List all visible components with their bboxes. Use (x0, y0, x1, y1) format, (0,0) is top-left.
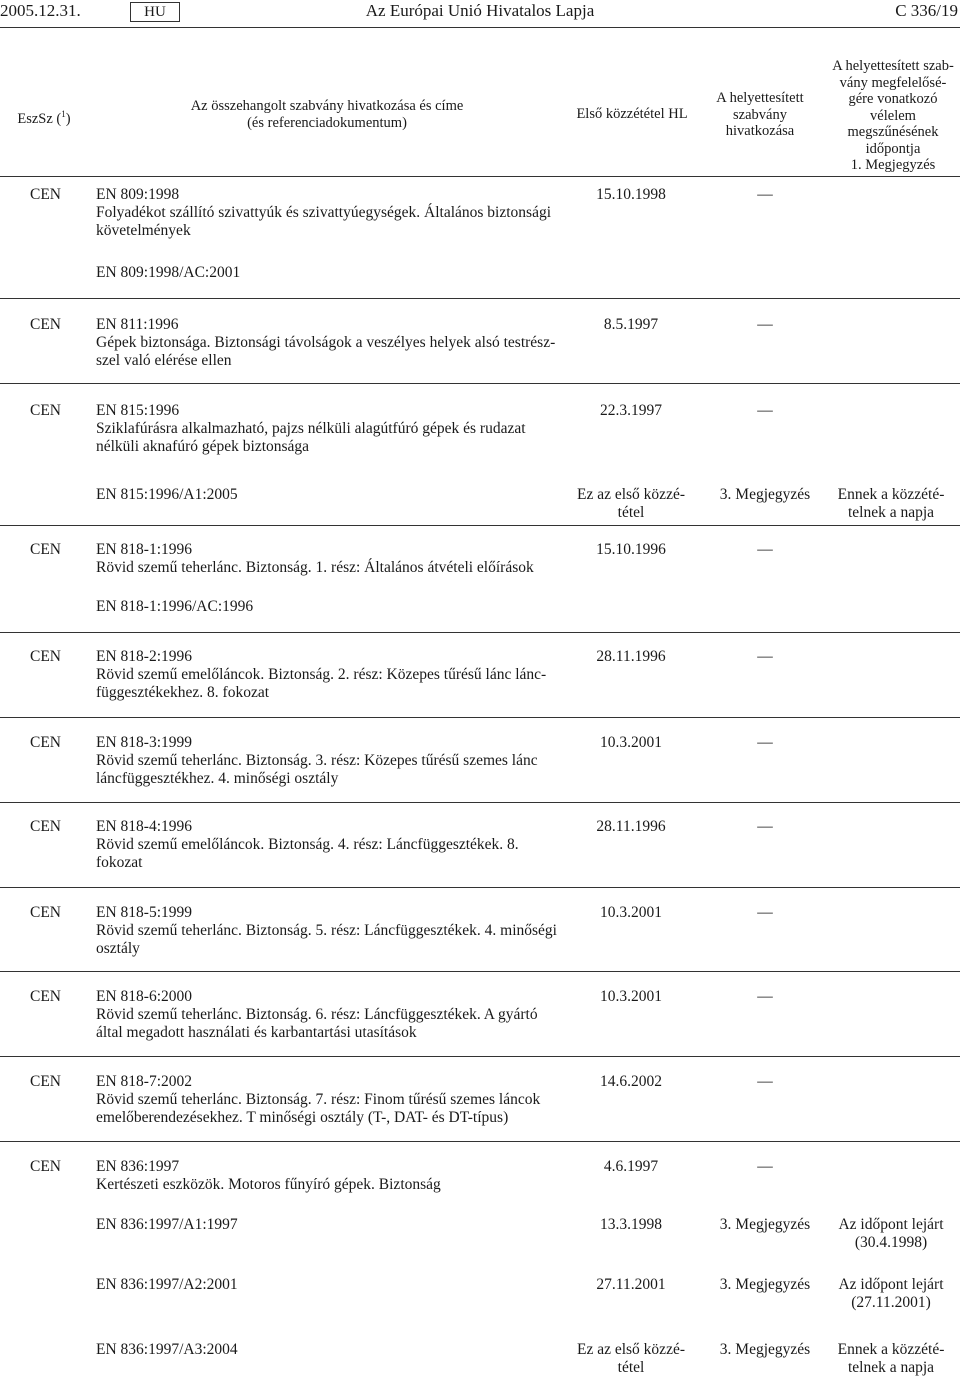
row-separator (0, 383, 960, 384)
standard-entry (96, 541, 558, 577)
standard-entry (96, 598, 558, 616)
standard-reference: EN 836:1997 (96, 1158, 180, 1175)
standard-title-line: osztály (96, 940, 140, 957)
header-rule (0, 27, 960, 28)
replaced-standard: — (757, 734, 773, 751)
standard-entry (96, 648, 558, 702)
standard-entry (96, 1158, 558, 1194)
standard-title-line: emelőberendezésekhez. T minőségi osztály (T-, DAT- és DT-típus) (96, 1109, 509, 1126)
standard-reference: EN 818-3:1999 (96, 734, 193, 751)
col-head-first-publication: Első közzététel HL (576, 106, 688, 122)
language-badge: HU (130, 2, 180, 22)
standard-title-line: láncfüggesztékhez. 4. minőségi osztály (96, 770, 339, 787)
standard-title-line: Rövid szemű teherlánc. Biztonság. 1. rész: Általános átvételi előírások (96, 559, 534, 576)
replaced-standard: — (757, 904, 773, 921)
cessation-date (836, 1341, 946, 1377)
standard-title-line: Sziklafúrásra alkalmazható, pajzs nélküli alagútfúró gépek és rudazat (96, 420, 526, 437)
row-separator (0, 887, 960, 888)
replaced-standard: — (757, 1073, 773, 1090)
standard-entry (96, 734, 558, 788)
col-head-esz: EszSz ($^1$) (17, 109, 71, 127)
first-publication: 15.10.1996 (596, 541, 666, 558)
standard-entry (96, 402, 558, 456)
standard-entry (96, 1073, 558, 1127)
standard-reference: EN 818-4:1996 (96, 818, 193, 835)
standard-title-line: Rövid szemű teherlánc. Biztonság. 3. rész: Közepes tűrésű szemes lánc (96, 752, 538, 769)
cessation-date (836, 1276, 946, 1312)
standard-reference: EN 836:1997/A3:2004 (96, 1341, 238, 1358)
first-publication-line: Ez az első közzé- (576, 486, 685, 503)
first-publication (576, 486, 686, 522)
standards-org: CEN (30, 541, 61, 558)
replaced-standard: — (757, 818, 773, 835)
standard-entry (96, 486, 558, 504)
row-separator (0, 971, 960, 972)
first-publication: 22.3.1997 (600, 402, 662, 419)
standard-reference: EN 818-1:1996 (96, 541, 193, 558)
row-separator (0, 1056, 960, 1057)
standard-reference: EN 818-2:1996 (96, 648, 193, 665)
first-publication: 15.10.1998 (596, 186, 666, 203)
page-number: C 336/19 (895, 1, 958, 20)
row-separator (0, 802, 960, 803)
standards-org: CEN (30, 818, 61, 835)
table-head-rule (0, 176, 960, 177)
cessation-date-line: Ennek a közzété- (837, 486, 945, 503)
first-publication: 13.3.1998 (600, 1216, 662, 1233)
cessation-date-line: telnek a napja (847, 1359, 935, 1376)
standard-title-line: Gépek biztonsága. Biztonsági távolságok a veszélyes helyek alsó testrész- (96, 334, 556, 351)
standard-reference: EN 818-6:2000 (96, 988, 193, 1005)
standards-org: CEN (30, 1158, 61, 1175)
replaced-standard: — (757, 541, 773, 558)
standard-title-line: Rövid szemű teherlánc. Biztonság. 7. rész: Finom tűrésű szemes láncok (96, 1091, 541, 1108)
standard-reference: EN 818-5:1999 (96, 904, 193, 921)
standard-entry (96, 1341, 558, 1359)
cessation-date (836, 1216, 946, 1252)
standard-entry (96, 818, 558, 872)
standard-title-line: Rövid szemű emelőláncok. Biztonság. 4. rész: Láncfüggesztékek. 8. (96, 836, 519, 853)
standards-org: CEN (30, 402, 61, 419)
standard-title-line: Rövid szemű teherlánc. Biztonság. 5. rész: Láncfüggesztékek. 4. minőségi (96, 922, 557, 939)
row-separator (0, 1141, 960, 1142)
standard-title-line: követelmények (96, 222, 191, 239)
standard-title-line: Rövid szemű teherlánc. Biztonság. 6. rész: Láncfüggesztékek. A gyártó (96, 1006, 538, 1023)
standards-org: CEN (30, 316, 61, 333)
standard-reference: EN 809:1998/AC:2001 (96, 264, 241, 281)
replaced-standard: 3. Megjegyzés (719, 486, 811, 503)
cessation-date-line: (30.4.1998) (854, 1234, 928, 1251)
first-publication: 4.6.1997 (603, 1158, 659, 1175)
standard-reference: EN 836:1997/A2:2001 (96, 1276, 238, 1293)
standard-title-line: szel való elérése ellen (96, 352, 232, 369)
first-publication: 27.11.2001 (596, 1276, 666, 1293)
standard-entry (96, 186, 558, 240)
first-publication: 14.6.2002 (600, 1073, 662, 1090)
standard-reference: EN 815:1996 (96, 402, 180, 419)
page-header (0, 0, 960, 24)
standard-reference: EN 809:1998 (96, 186, 180, 203)
col-head-cessation-date: A helyettesített szab- vány megfelelősé- gére vonatkozó vélelem megszűnésének időpontja 1. Megjegyzés (832, 58, 954, 173)
cessation-date-line: telnek a napja (847, 504, 935, 521)
first-publication: 28.11.1996 (596, 818, 666, 835)
issue-date: 2005.12.31. (0, 1, 81, 20)
standard-reference: EN 836:1997/A1:1997 (96, 1216, 238, 1233)
standard-reference: EN 815:1996/A1:2005 (96, 486, 238, 503)
first-publication-line: Ez az első közzé- (576, 1341, 685, 1358)
first-publication: 10.3.2001 (600, 904, 662, 921)
standard-entry (96, 988, 558, 1042)
standards-org: CEN (30, 904, 61, 921)
replaced-standard: 3. Megjegyzés (719, 1341, 811, 1358)
row-separator (0, 632, 960, 633)
standard-title-line: által megadott használati és karbantartási utasítások (96, 1024, 417, 1041)
standard-reference: EN 818-7:2002 (96, 1073, 193, 1090)
first-publication: 10.3.2001 (600, 734, 662, 751)
cessation-date-line: Az időpont lejárt (838, 1276, 944, 1293)
standard-title-line: függesztékekhez. 8. fokozat (96, 684, 270, 701)
col-head-reference: Az összehangolt szabvány hivatkozása és címe (és referenciadokumentum) (190, 98, 464, 131)
standard-title-line: fokozat (96, 854, 143, 871)
replaced-standard: — (757, 316, 773, 333)
standard-entry (96, 1216, 558, 1234)
replaced-standard: — (757, 648, 773, 665)
standard-title-line: Rövid szemű emelőláncok. Biztonság. 2. rész: Közepes tűrésű lánc lánc- (96, 666, 547, 683)
standard-title-line: Kertészeti eszközök. Motoros fűnyíró gépek. Biztonság (96, 1176, 441, 1193)
cessation-date-line: Az időpont lejárt (838, 1216, 944, 1233)
standard-title-line: nélküli aknafúró gépek biztonsága (96, 438, 310, 455)
first-publication: 10.3.2001 (600, 988, 662, 1005)
standard-entry (96, 316, 558, 370)
standard-entry (96, 264, 558, 282)
standard-entry (96, 1276, 558, 1294)
row-separator (0, 717, 960, 718)
replaced-standard: — (757, 988, 773, 1005)
replaced-standard: 3. Megjegyzés (719, 1276, 811, 1293)
first-publication-line: tétel (617, 1359, 645, 1376)
replaced-standard: — (757, 402, 773, 419)
standard-entry (96, 904, 558, 958)
journal-title: Az Európai Unió Hivatalos Lapja (365, 1, 595, 20)
standard-reference: EN 811:1996 (96, 316, 179, 333)
cessation-date-line: (27.11.2001) (851, 1294, 931, 1311)
first-publication: 8.5.1997 (603, 316, 659, 333)
replaced-standard: — (757, 1158, 773, 1175)
row-separator (0, 298, 960, 299)
row-separator (0, 525, 960, 526)
first-publication (576, 1341, 686, 1377)
standards-org: CEN (30, 988, 61, 1005)
replaced-standard: — (757, 186, 773, 203)
cessation-date (836, 486, 946, 522)
standard-reference: EN 818-1:1996/AC:1996 (96, 598, 254, 615)
cessation-date-line: Ennek a közzété- (837, 1341, 945, 1358)
standards-org: CEN (30, 734, 61, 751)
first-publication: 28.11.1996 (596, 648, 666, 665)
standards-org: CEN (30, 186, 61, 203)
col-head-replaced-standard: A helyettesített szabvány hivatkozása (716, 90, 804, 139)
first-publication-line: tétel (617, 504, 645, 521)
standards-org: CEN (30, 1073, 61, 1090)
replaced-standard: 3. Megjegyzés (719, 1216, 811, 1233)
standards-org: CEN (30, 648, 61, 665)
standard-title-line: Folyadékot szállító szivattyúk és szivattyúegységek. Általános biztonsági (96, 204, 552, 221)
